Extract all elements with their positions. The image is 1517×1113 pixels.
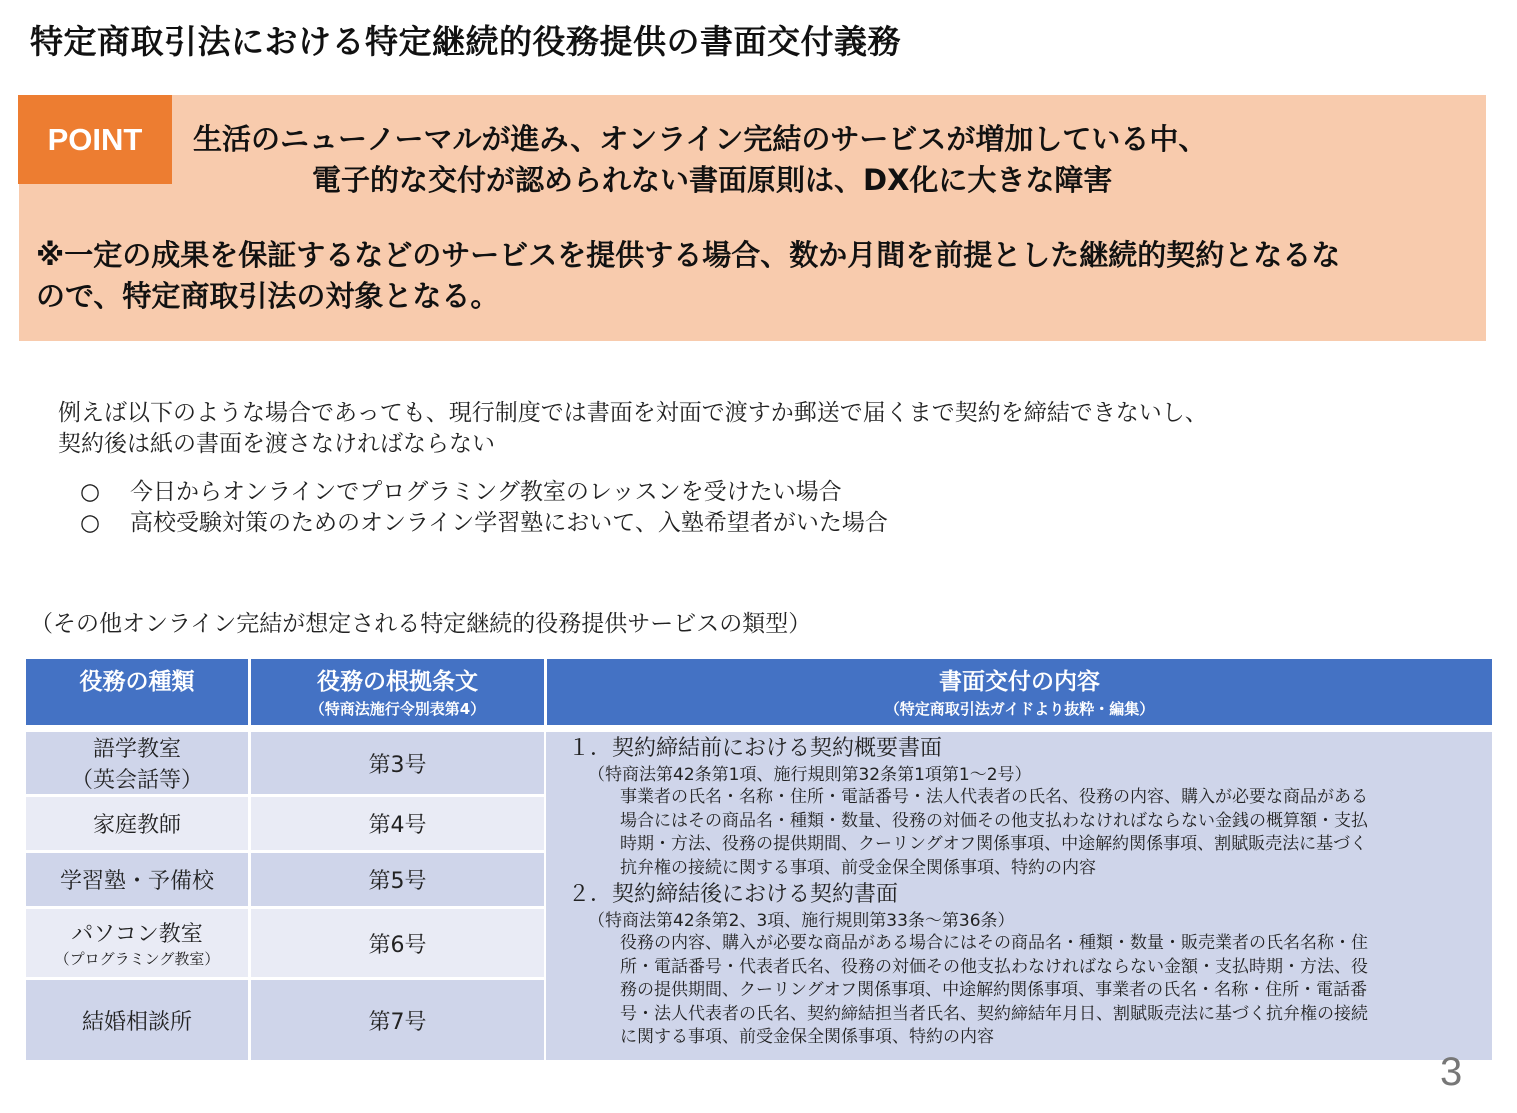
body-line: 務の提供期間、クーリングオフ関係事項、中途解約関係事項、事業者の氏名・名称・住所・電話番 — [620, 980, 1368, 1000]
body-line: 時期・方法、役務の提供期間、クーリングオフ関係事項、中途解約関係事項、割賦販売法に基づく — [620, 834, 1368, 854]
table-row-basis: 第4号 — [251, 797, 544, 850]
header-content-sub: （特定商取引法ガイドより抜粋・編集） — [884, 700, 1155, 718]
header-type — [26, 659, 248, 725]
table-row-basis: 第5号 — [251, 853, 544, 906]
body-line: 役務の内容、購入が必要な商品がある場合にはその商品名・種類・数量・販売業者の氏名名称・住 — [620, 933, 1368, 953]
body-line: に関する事項、前受金保全関係事項、特約の内容 — [620, 1027, 994, 1047]
table-row-basis: 第6号 — [251, 909, 544, 977]
case-text: 今日からオンラインでプログラミング教室のレッスンを受けたい場合 — [130, 479, 842, 505]
body-line: 場合にはその商品名・種類・数量、役務の対価その他支払わなければならない金銭の概算額・支払 — [620, 810, 1368, 831]
section-2-body — [568, 932, 1468, 1050]
bullet-circle-icon: ○ — [80, 479, 101, 505]
table-row-type — [26, 732, 248, 794]
header-basis-label: 役務の根拠条文 — [317, 669, 478, 695]
case-item — [80, 504, 888, 537]
section-2-reference: （特商法第42条第2、3項、施行規則第33条～第36条） — [588, 911, 1015, 931]
header-content — [547, 659, 1492, 725]
intro-text — [58, 398, 1208, 460]
section-1-heading: １．契約締結前における契約概要書面 — [568, 736, 943, 761]
point-line-1: 生活のニューノーマルが進み、オンライン完結のサービスが増加している中、 — [193, 122, 1208, 156]
table-row-type — [26, 797, 248, 850]
type-label: パソコン教室 — [71, 922, 203, 947]
intro-line-1: 例えば以下のような場合であっても、現行制度では書面を対面で渡すか郵送で届くまで契約を締結できないし、 — [58, 400, 1208, 426]
service-type-table — [26, 659, 1492, 1060]
type-sub-label: （プログラミング教室） — [54, 950, 220, 968]
header-basis-sub: （特商法施行令別表第4） — [309, 700, 486, 718]
header-content-label: 書面交付の内容 — [939, 669, 1100, 695]
body-line: 事業者の氏名・名称・住所・電話番号・法人代表者の氏名、役務の内容、購入が必要な商品がある — [620, 787, 1368, 807]
table-row-type — [26, 909, 248, 977]
type-label: 結婚相談所 — [81, 1009, 192, 1035]
header-type-label: 役務の種類 — [79, 669, 195, 695]
case-text: 高校受験対策のためのオンライン学習塾において、入塾希望者がいた場合 — [130, 510, 888, 536]
intro-line-2: 契約後は紙の書面を渡さなければならない — [58, 431, 495, 457]
section-1-body — [568, 786, 1468, 880]
body-line: 所・電話番号・代表者氏名、役務の対価その他支払わなければならない金額・支払時期・方法、役 — [620, 956, 1368, 977]
body-line: 号・法人代表者の氏名、契約締結担当者氏名、契約締結年月日、割賦販売法に基づく抗弁権の接続 — [620, 1003, 1368, 1024]
table-row-type — [26, 853, 248, 906]
document-content-cell — [546, 732, 1492, 1060]
point-note-line-1: ※一定の成果を保証するなどのサービスを提供する場合、数か月間を前提とした継続的契約となるな — [36, 238, 1341, 272]
type-label: 学習塾・予備校 — [59, 869, 214, 894]
case-item — [80, 473, 842, 506]
section-1-reference: （特商法第42条第1項、施行規則第32条第1項第1～2号） — [588, 765, 1032, 785]
type-label: 家庭教師 — [92, 813, 181, 838]
section-2-heading: ２．契約締結後における契約書面 — [568, 882, 899, 907]
table-caption: （その他オンライン完結が想定される特定継続的役務提供サービスの類型） — [30, 611, 812, 637]
type-label: 語学教室 — [92, 737, 181, 762]
page-number: 3 — [1440, 1050, 1463, 1094]
body-line: 抗弁権の接続に関する事項、前受金保全関係事項、特約の内容 — [620, 857, 1096, 878]
table-row-basis: 第3号 — [251, 732, 544, 794]
table-row-basis: 第7号 — [251, 980, 544, 1060]
bullet-circle-icon: ○ — [80, 510, 101, 536]
type-sub-label: （英会話等） — [70, 768, 203, 793]
point-note-line-2: ので、特定商取引法の対象となる。 — [36, 279, 500, 313]
point-badge: POINT — [18, 95, 172, 184]
table-row-type — [26, 980, 248, 1060]
header-basis — [251, 659, 544, 725]
page-title: 特定商取引法における特定継続的役務提供の書面交付義務 — [30, 22, 901, 61]
point-line-2: 電子的な交付が認められない書面原則は、DX化に大きな障害 — [312, 163, 1113, 197]
